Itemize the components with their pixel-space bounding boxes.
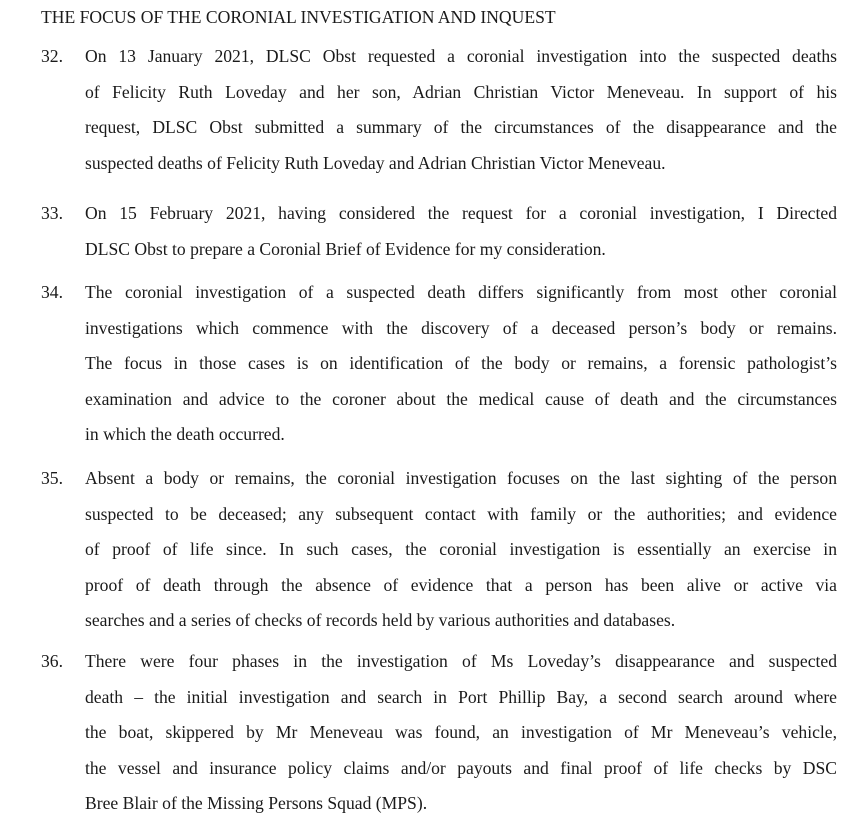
text-line: On 15 February 2021, having considered the request for a coronial investigation, I Directed bbox=[85, 203, 837, 223]
text-line: proof of death through the absence of evidence that a person has been alive or active via bbox=[85, 574, 837, 595]
text-line: suspected deaths of Felicity Ruth Loveday and Adrian Christian Victor Meneveau. bbox=[85, 152, 666, 173]
text-line: request, DLSC Obst submitted a summary of the circumstances of the disappearance and the bbox=[85, 117, 837, 138]
paragraph-number: 36. bbox=[41, 651, 63, 671]
text-line: suspected to be deceased; any subsequent contact with family or the authorities; and evidence bbox=[85, 503, 837, 524]
paragraph-text bbox=[85, 644, 837, 822]
text-line: Bree Blair of the Missing Persons Squad (MPS). bbox=[85, 793, 428, 814]
text-line: The coronial investigation of a suspected death differs significantly from most other coronial bbox=[85, 282, 837, 302]
paragraph-34 bbox=[41, 275, 837, 453]
paragraph-text bbox=[85, 39, 837, 181]
paragraph-text bbox=[85, 461, 837, 639]
paragraph-36 bbox=[41, 644, 837, 822]
paragraph-35 bbox=[41, 461, 837, 639]
text-line: death – the initial investigation and search in Port Phillip Bay, a second search around where bbox=[85, 686, 837, 707]
paragraph-number: 33. bbox=[41, 203, 63, 223]
text-line: the boat, skippered by Mr Meneveau was found, an investigation of Mr Meneveau’s vehicle, bbox=[85, 722, 837, 743]
paragraph-33 bbox=[41, 196, 837, 267]
paragraph-text bbox=[85, 196, 837, 267]
paragraph-number: 32. bbox=[41, 46, 63, 66]
text-line: examination and advice to the coroner about the medical cause of death and the circumstances bbox=[85, 388, 837, 409]
text-line: of proof of life since. In such cases, the coronial investigation is essentially an exercise in bbox=[85, 539, 837, 560]
paragraph-32 bbox=[41, 39, 837, 181]
paragraph-text bbox=[85, 275, 837, 453]
text-line: DLSC Obst to prepare a Coronial Brief of Evidence for my consideration. bbox=[85, 238, 606, 259]
text-line: the vessel and insurance policy claims and/or payouts and final proof of life checks by DSC bbox=[85, 757, 837, 778]
paragraph-number: 34. bbox=[41, 282, 63, 302]
section-heading: THE FOCUS OF THE CORONIAL INVESTIGATION AND INQUEST bbox=[41, 7, 556, 27]
text-line: On 13 January 2021, DLSC Obst requested a coronial investigation into the suspected deaths bbox=[85, 46, 837, 66]
text-line: investigations which commence with the discovery of a deceased person’s body or remains. bbox=[85, 317, 837, 338]
text-line: The focus in those cases is on identification of the body or remains, a forensic pathologist’s bbox=[85, 353, 837, 374]
paragraph-number: 35. bbox=[41, 468, 63, 488]
text-line: in which the death occurred. bbox=[85, 424, 285, 445]
text-line: searches and a series of checks of records held by various authorities and databases. bbox=[85, 610, 676, 631]
text-line: of Felicity Ruth Loveday and her son, Adrian Christian Victor Meneveau. In support of his bbox=[85, 81, 837, 102]
text-line: Absent a body or remains, the coronial investigation focuses on the last sighting of the person bbox=[85, 468, 837, 488]
text-line: There were four phases in the investigation of Ms Loveday’s disappearance and suspected bbox=[85, 651, 837, 671]
